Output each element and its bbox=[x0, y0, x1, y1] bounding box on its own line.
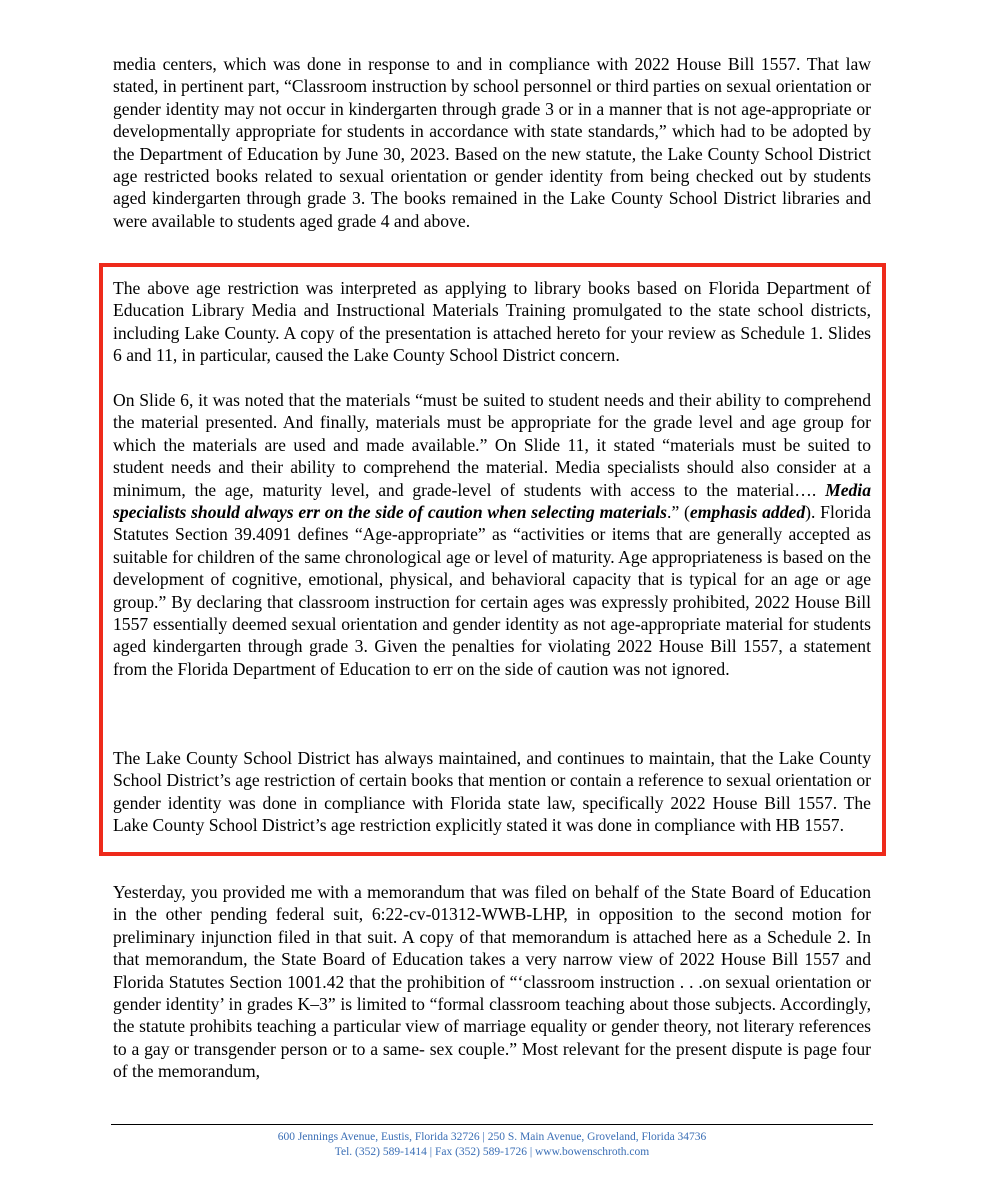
p3-text-part-2: .” ( bbox=[667, 502, 690, 523]
footer-address: 600 Jennings Avenue, Eustis, Florida 32726 | 250 S. Main Avenue, Groveland, Florida 34736 bbox=[277, 1131, 707, 1143]
p3-emphasis-added: emphasis added bbox=[689, 502, 806, 523]
footer-contact: Tel. (352) 589-1414 | Fax (352) 589-1726 | www.bowenschroth.com bbox=[334, 1146, 650, 1158]
p3-text-part-3: ). Florida Statutes Section 39.4091 defines “Age-appropriate” as “activities or items that are generally accepted as suitable for children of the same chronological age or level of maturity. Age appropriateness is based on the development of cognitive, emotional, physical, and behavioral capacity that is typical for an age or age group.” By declaring that classroom instruction for certain ages was expressly prohibited, 2022 House Bill 1557 essentially deemed sexual orientation and gender identity as not age-appropriate material for students aged kindergarten through grade 3. Given the penalties for violating 2022 House Bill 1557, a statement from the Florida Department of Education to err on the side of caution was not ignored. bbox=[113, 502, 871, 679]
body-paragraph-4: The Lake County School District has always maintained, and continues to maintain, that the Lake County School District’s age restriction of certain books that mention or contain a reference to sexual orientation or gender identity was done in compliance with Florida state law, specifically 2022 House Bill 1557. The Lake County School District’s age restriction explicitly stated it was done in compliance with HB 1557. bbox=[113, 748, 871, 836]
body-paragraph-2: The above age restriction was interpreted as applying to library books based on Florida Department of Education Library Media and Instructional Materials Training promulgated to the state school districts, including Lake County. A copy of the presentation is attached hereto for your review as Schedule 1. Slides 6 and 11, in particular, caused the Lake County School District concern. bbox=[113, 278, 871, 366]
p3-text-part-1: On Slide 6, it was noted that the materials “must be suited to student needs and their ability to comprehend the material presented. And finally, materials must be appropriate for the grade level and age group for which the materials are used and made available.” On Slide 11, it stated “materials must be suited to student needs and their ability to comprehend the material. Media specialists should also consider at a minimum, the age, maturity level, and grade-level of students with access to the material…. bbox=[113, 390, 871, 500]
footer-divider bbox=[111, 1124, 873, 1125]
p3-emphasized-quote: Media specialists should always err on the side of caution when selecting materials bbox=[113, 479, 871, 523]
body-paragraph-1: media centers, which was done in response to and in compliance with 2022 House Bill 1557. That law stated, in pertinent part, “Classroom instruction by school personnel or third parties on sexual orientation or gender identity may not occur in kindergarten through grade 3 or in a manner that is not age-appropriate or developmentally appropriate for students in accordance with state standards,” which had to be adopted by the Department of Education by June 30, 2023. Based on the new statute, the Lake County School District age restricted books related to sexual orientation or gender identity from being checked out by students aged kindergarten through grade 3. The books remained in the Lake County School District libraries and were available to students aged grade 4 and above. bbox=[113, 54, 871, 231]
body-paragraph-5: Yesterday, you provided me with a memorandum that was filed on behalf of the State Board of Education in the other pending federal suit, 6:22-cv-01312-WWB-LHP, in opposition to the second motion for preliminary injunction filed in that suit. A copy of that memorandum is attached here as a Schedule 2. In that memorandum, the State Board of Education takes a very narrow view of 2022 House Bill 1557 and Florida Statutes Section 1001.42 that the prohibition of “‘classroom instruction . . .on sexual orientation or gender identity’ in grades K–3” is limited to “formal classroom teaching about those subjects. Accordingly, the statute prohibits teaching a particular view of marriage equality or gender theory, not literary references to a gay or transgender person or to a same- sex couple.” Most relevant for the present dispute is page four of the memorandum, bbox=[113, 882, 871, 1082]
body-paragraph-3 bbox=[113, 389, 871, 680]
